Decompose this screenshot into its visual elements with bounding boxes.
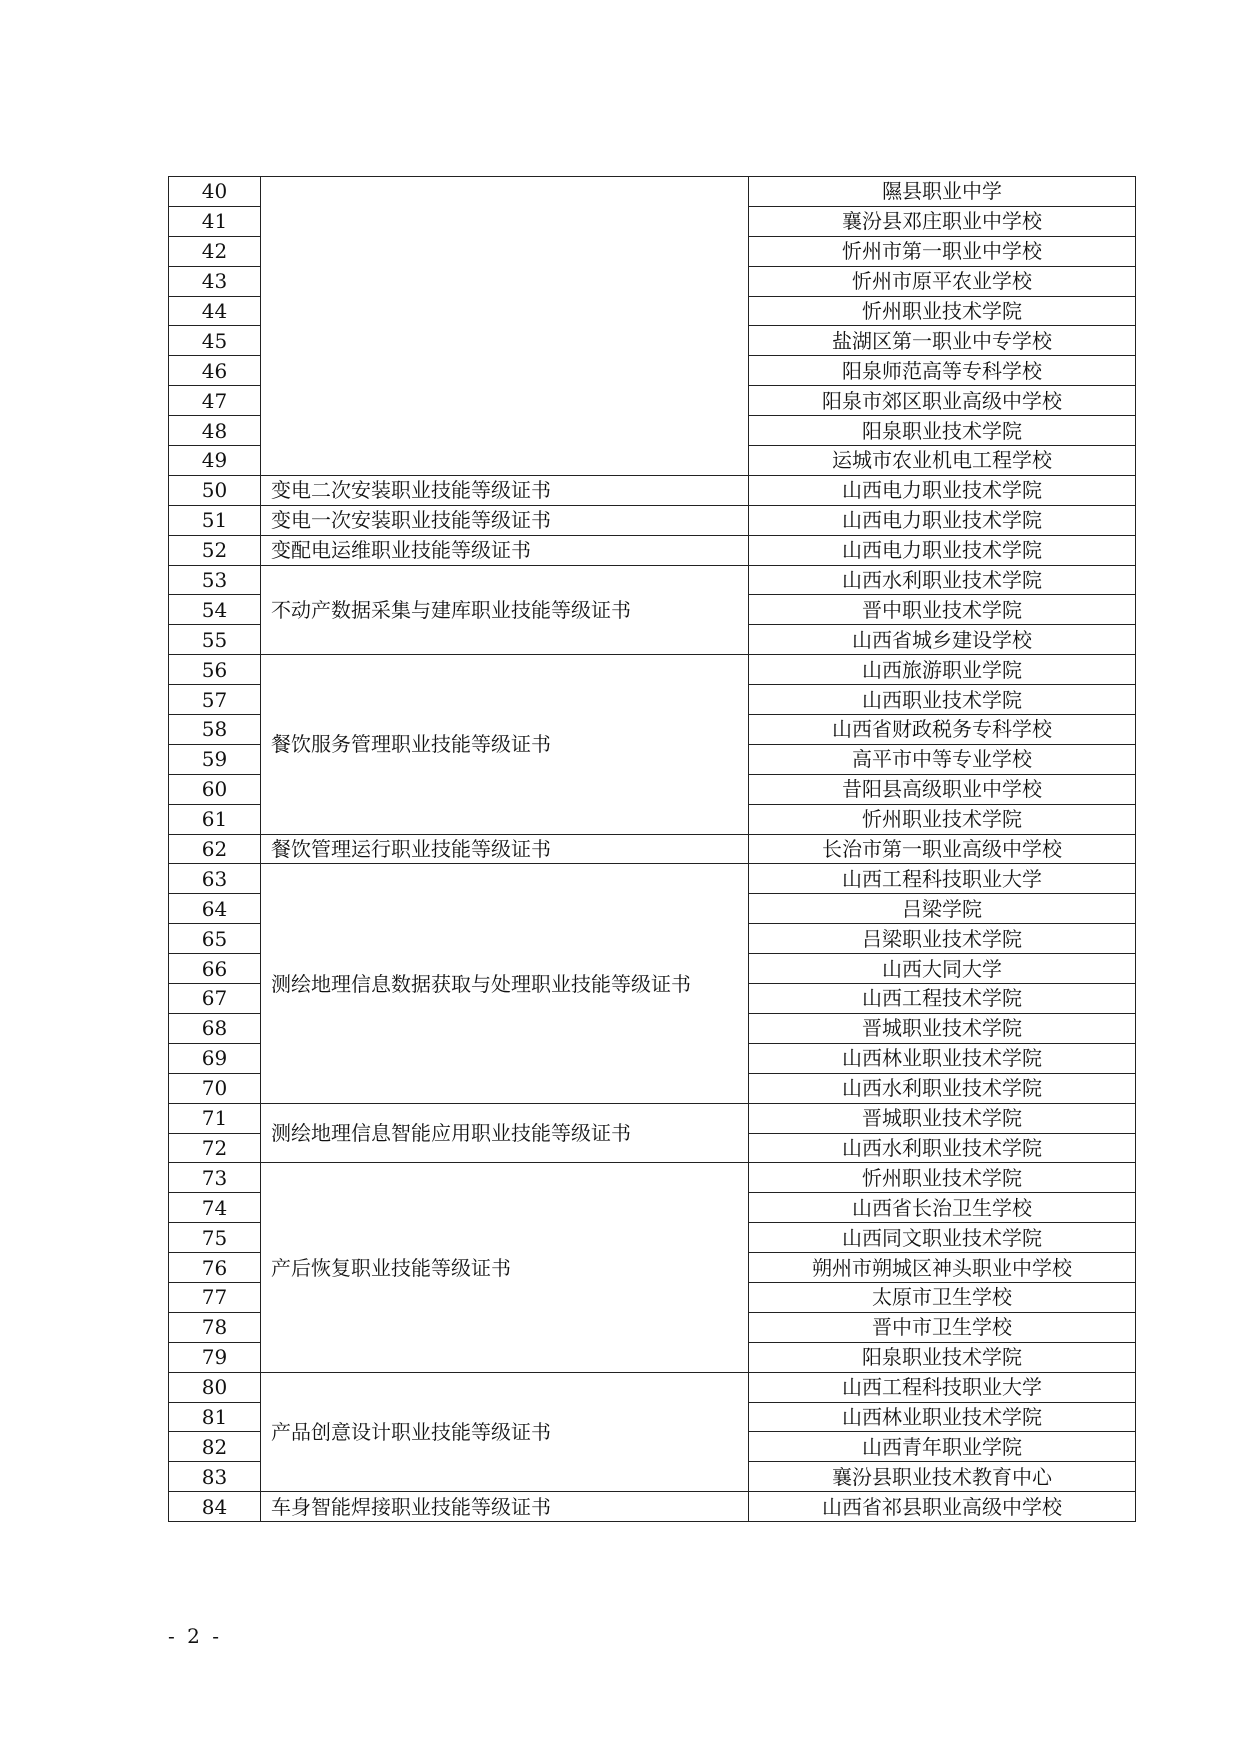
school-name: 襄汾县职业技术教育中心 <box>749 1462 1136 1492</box>
school-name: 阳泉市郊区职业高级中学校 <box>749 386 1136 416</box>
certificate-name-text: 车身智能焊接职业技能等级证书 <box>271 1494 551 1519</box>
school-name: 山西工程科技职业大学 <box>749 1372 1136 1402</box>
school-name: 忻州市原平农业学校 <box>749 266 1136 296</box>
row-number: 75 <box>169 1223 261 1253</box>
school-name: 山西省财政税务专科学校 <box>749 715 1136 745</box>
certificate-name-text: 不动产数据采集与建库职业技能等级证书 <box>271 597 631 622</box>
school-name: 朔州市朔城区神头职业中学校 <box>749 1253 1136 1283</box>
row-number: 42 <box>169 236 261 266</box>
certificate-name <box>261 1163 749 1372</box>
table-row <box>169 864 1136 894</box>
school-name: 晋中市卫生学校 <box>749 1312 1136 1342</box>
school-name: 山西职业技术学院 <box>749 685 1136 715</box>
certificate-name-text: 餐饮管理运行职业技能等级证书 <box>271 837 551 862</box>
row-number: 53 <box>169 565 261 595</box>
certificate-name-text: 产后恢复职业技能等级证书 <box>271 1255 511 1280</box>
row-number: 43 <box>169 266 261 296</box>
school-name: 隰县职业中学 <box>749 177 1136 207</box>
row-number: 60 <box>169 774 261 804</box>
school-name: 晋城职业技术学院 <box>749 1013 1136 1043</box>
row-number: 80 <box>169 1372 261 1402</box>
row-number: 51 <box>169 505 261 535</box>
row-number: 76 <box>169 1253 261 1283</box>
table-row <box>169 1372 1136 1402</box>
certificate-name <box>261 565 749 655</box>
row-number: 78 <box>169 1312 261 1342</box>
school-name: 山西林业职业技术学院 <box>749 1402 1136 1432</box>
row-number: 68 <box>169 1013 261 1043</box>
row-number: 40 <box>169 177 261 207</box>
school-name: 吕梁职业技术学院 <box>749 924 1136 954</box>
school-name: 山西省祁县职业高级中学校 <box>749 1492 1136 1522</box>
table-row <box>169 535 1136 565</box>
table-row <box>169 1492 1136 1522</box>
certificate-name <box>261 505 749 535</box>
row-number: 49 <box>169 446 261 476</box>
row-number: 84 <box>169 1492 261 1522</box>
certificate-name <box>261 655 749 834</box>
row-number: 66 <box>169 954 261 984</box>
school-name: 阳泉职业技术学院 <box>749 1342 1136 1372</box>
school-name: 山西同文职业技术学院 <box>749 1223 1136 1253</box>
row-number: 79 <box>169 1342 261 1372</box>
school-name: 襄汾县邓庄职业中学校 <box>749 206 1136 236</box>
school-name: 长治市第一职业高级中学校 <box>749 834 1136 864</box>
row-number: 65 <box>169 924 261 954</box>
school-name: 山西水利职业技术学院 <box>749 1133 1136 1163</box>
school-name: 忻州职业技术学院 <box>749 1163 1136 1193</box>
certificate-school-table <box>168 176 1136 1522</box>
row-number: 47 <box>169 386 261 416</box>
school-name: 山西水利职业技术学院 <box>749 1073 1136 1103</box>
school-name: 山西电力职业技术学院 <box>749 475 1136 505</box>
school-name: 山西林业职业技术学院 <box>749 1043 1136 1073</box>
school-name: 晋城职业技术学院 <box>749 1103 1136 1133</box>
row-number: 70 <box>169 1073 261 1103</box>
school-name: 忻州职业技术学院 <box>749 296 1136 326</box>
certificate-name <box>261 1492 749 1522</box>
certificate-name <box>261 834 749 864</box>
school-name: 高平市中等专业学校 <box>749 744 1136 774</box>
row-number: 83 <box>169 1462 261 1492</box>
row-number: 67 <box>169 984 261 1014</box>
row-number: 46 <box>169 356 261 386</box>
school-name: 山西旅游职业学院 <box>749 655 1136 685</box>
row-number: 74 <box>169 1193 261 1223</box>
school-name: 山西大同大学 <box>749 954 1136 984</box>
row-number: 44 <box>169 296 261 326</box>
row-number: 81 <box>169 1402 261 1432</box>
school-name: 忻州职业技术学院 <box>749 804 1136 834</box>
school-name: 山西青年职业学院 <box>749 1432 1136 1462</box>
certificate-name <box>261 535 749 565</box>
row-number: 82 <box>169 1432 261 1462</box>
row-number: 63 <box>169 864 261 894</box>
row-number: 72 <box>169 1133 261 1163</box>
row-number: 77 <box>169 1282 261 1312</box>
row-number: 45 <box>169 326 261 356</box>
row-number: 61 <box>169 804 261 834</box>
school-name: 忻州市第一职业中学校 <box>749 236 1136 266</box>
row-number: 56 <box>169 655 261 685</box>
row-number: 69 <box>169 1043 261 1073</box>
certificate-name-text: 变配电运维职业技能等级证书 <box>271 538 531 563</box>
row-number: 52 <box>169 535 261 565</box>
table-row <box>169 565 1136 595</box>
school-name: 盐湖区第一职业中专学校 <box>749 326 1136 356</box>
school-name: 山西省城乡建设学校 <box>749 625 1136 655</box>
school-name: 山西电力职业技术学院 <box>749 535 1136 565</box>
school-name: 山西省长治卫生学校 <box>749 1193 1136 1223</box>
school-name: 山西工程科技职业大学 <box>749 864 1136 894</box>
row-number: 41 <box>169 206 261 236</box>
certificate-name-text: 产品创意设计职业技能等级证书 <box>271 1419 551 1444</box>
certificate-name-text: 测绘地理信息数据获取与处理职业技能等级证书 <box>271 971 691 996</box>
certificate-name <box>261 864 749 1103</box>
table-row <box>169 177 1136 207</box>
certificate-name <box>261 1103 749 1163</box>
school-name: 山西电力职业技术学院 <box>749 505 1136 535</box>
school-name: 阳泉职业技术学院 <box>749 416 1136 446</box>
certificate-name-text: 餐饮服务管理职业技能等级证书 <box>271 732 551 757</box>
row-number: 62 <box>169 834 261 864</box>
certificate-name <box>261 177 749 476</box>
certificate-name <box>261 475 749 505</box>
row-number: 58 <box>169 715 261 745</box>
row-number: 73 <box>169 1163 261 1193</box>
certificate-name <box>261 1372 749 1492</box>
table-row <box>169 475 1136 505</box>
page-number: - 2 - <box>168 1624 222 1648</box>
table-row <box>169 505 1136 535</box>
school-name: 太原市卫生学校 <box>749 1282 1136 1312</box>
school-name: 阳泉师范高等专科学校 <box>749 356 1136 386</box>
row-number: 57 <box>169 685 261 715</box>
school-name: 吕梁学院 <box>749 894 1136 924</box>
school-name: 晋中职业技术学院 <box>749 595 1136 625</box>
row-number: 55 <box>169 625 261 655</box>
certificate-name-text: 变电二次安装职业技能等级证书 <box>271 478 551 503</box>
certificate-name-text: 变电一次安装职业技能等级证书 <box>271 508 551 533</box>
row-number: 54 <box>169 595 261 625</box>
row-number: 50 <box>169 475 261 505</box>
row-number: 64 <box>169 894 261 924</box>
table-row <box>169 834 1136 864</box>
table-row <box>169 1163 1136 1193</box>
row-number: 71 <box>169 1103 261 1133</box>
table-row <box>169 1103 1136 1133</box>
school-name: 山西工程技术学院 <box>749 984 1136 1014</box>
certificate-name-text: 测绘地理信息智能应用职业技能等级证书 <box>271 1121 631 1145</box>
school-name: 昔阳县高级职业中学校 <box>749 774 1136 804</box>
school-name: 运城市农业机电工程学校 <box>749 446 1136 476</box>
row-number: 59 <box>169 744 261 774</box>
row-number: 48 <box>169 416 261 446</box>
school-name: 山西水利职业技术学院 <box>749 565 1136 595</box>
table-row <box>169 655 1136 685</box>
